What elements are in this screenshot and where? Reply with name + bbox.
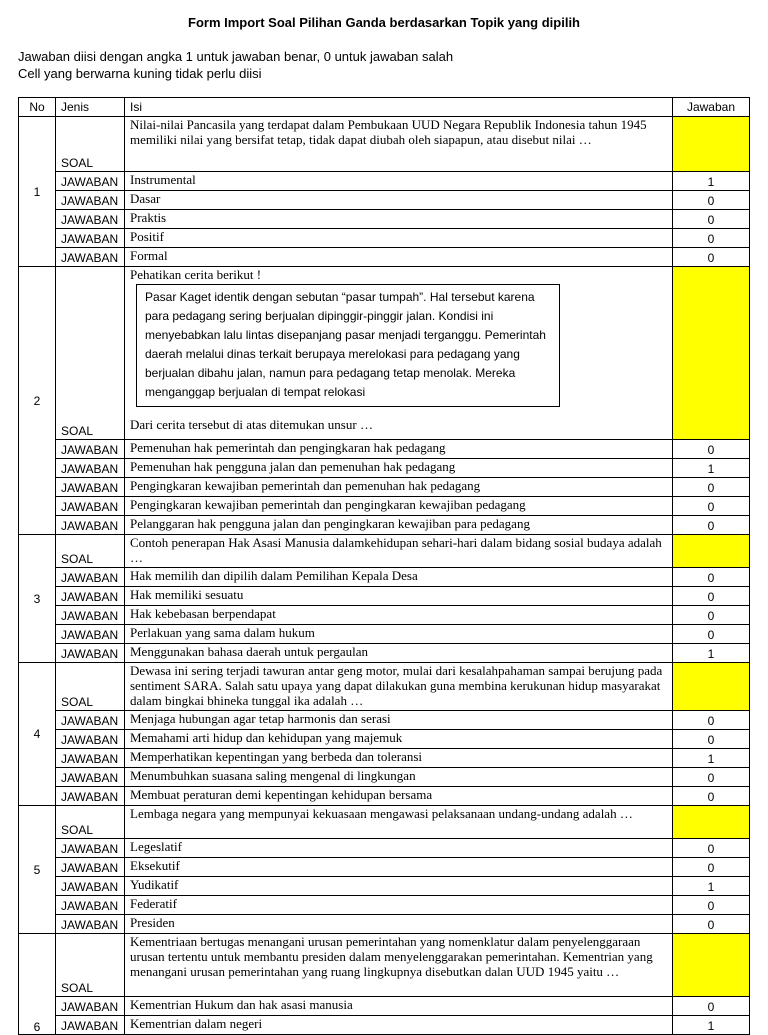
answer-text: Menjaga hubungan agar tetap harmonis dan serasi [125, 711, 673, 730]
answer-value-cell[interactable]: 0 [673, 839, 750, 858]
question-text: Contoh penerapan Hak Asasi Manusia dalamkehidupan sehari-hari dalam bidang sosial budaya adalah … [125, 535, 673, 568]
page-title: Form Import Soal Pilihan Ganda berdasarkan Topik yang dipilih [188, 15, 580, 30]
answer-row [19, 568, 750, 587]
answer-value-cell[interactable]: 0 [673, 478, 750, 497]
answer-cell-disabled [673, 806, 750, 839]
answer-text: Hak kebebasan berpendapat [125, 606, 673, 625]
type-label-jawaban: JAWABAN [56, 191, 125, 210]
story-box: Pasar Kaget identik dengan sebutan “pasar tumpah”. Hal tersebut karena para pedagang sering berjualan dipinggir-pinggir jalan. Kondisi ini menyebabkan lalu lintas disepanjang pasar menjadi terganggu. Pemerintah daerah melalui dinas terkait berupaya merelokasi para pedagang yang berjualan dibahu jalan, namun para pedagang tetap menolak. Mereka menganggap berjualan di tempat relokasi [136, 284, 560, 407]
answer-value-cell[interactable]: 1 [673, 459, 750, 478]
type-label-jawaban: JAWABAN [56, 877, 125, 896]
question-table [18, 97, 750, 1035]
answer-cell-disabled [673, 267, 750, 440]
type-label-soal: SOAL [56, 267, 125, 440]
answer-text: Kementrian dalam negeri [125, 1016, 673, 1035]
instruction-note: Cell yang berwarna kuning tidak perlu diisi [18, 66, 262, 81]
answer-value-cell[interactable]: 1 [673, 1016, 750, 1035]
question-number: 4 [19, 663, 56, 806]
question-row [19, 806, 750, 839]
answer-row [19, 440, 750, 459]
type-label-soal: SOAL [56, 663, 125, 711]
type-label-jawaban: JAWABAN [56, 749, 125, 768]
answer-text: Pemenuhan hak pemerintah dan pengingkaran hak pedagang [125, 440, 673, 459]
answer-row [19, 478, 750, 497]
type-label-jawaban: JAWABAN [56, 644, 125, 663]
question-row [19, 267, 750, 440]
answer-row [19, 459, 750, 478]
header-jawaban: Jawaban [673, 98, 750, 117]
answer-row [19, 210, 750, 229]
type-label-jawaban: JAWABAN [56, 787, 125, 806]
answer-text: Pengingkaran kewajiban pemerintah dan pengingkaran kewajiban pedagang [125, 497, 673, 516]
type-label-jawaban: JAWABAN [56, 497, 125, 516]
answer-row [19, 625, 750, 644]
answer-row [19, 587, 750, 606]
type-label-jawaban: JAWABAN [56, 711, 125, 730]
type-label-jawaban: JAWABAN [56, 997, 125, 1016]
answer-value-cell[interactable]: 0 [673, 229, 750, 248]
type-label-jawaban: JAWABAN [56, 248, 125, 267]
answer-text: Pengingkaran kewajiban pemerintah dan pemenuhan hak pedagang [125, 478, 673, 497]
answer-text: Menggunakan bahasa daerah untuk pergaulan [125, 644, 673, 663]
question-row [19, 934, 750, 997]
answer-text: Yudikatif [125, 877, 673, 896]
type-label-jawaban: JAWABAN [56, 625, 125, 644]
answer-value-cell[interactable]: 0 [673, 997, 750, 1016]
question-row [19, 663, 750, 711]
answer-value-cell[interactable]: 0 [673, 896, 750, 915]
answer-row [19, 516, 750, 535]
answer-value-cell[interactable]: 0 [673, 711, 750, 730]
type-label-soal: SOAL [56, 806, 125, 839]
answer-value-cell[interactable]: 0 [673, 606, 750, 625]
type-label-jawaban: JAWABAN [56, 516, 125, 535]
answer-row [19, 877, 750, 896]
answer-value-cell[interactable]: 0 [673, 516, 750, 535]
answer-row [19, 644, 750, 663]
answer-text: Pemenuhan hak pengguna jalan dan pemenuhan hak pedagang [125, 459, 673, 478]
answer-row [19, 711, 750, 730]
question-prompt: Dari cerita tersebut di atas ditemukan unsur … [130, 417, 373, 432]
answer-cell-disabled [673, 663, 750, 711]
type-label-jawaban: JAWABAN [56, 858, 125, 877]
question-text: Nilai-nilai Pancasila yang terdapat dalam Pembukaan UUD Negara Republik Indonesia tahun 1945 memiliki nilai yang bersifat tetap, tidak dapat diubah oleh siapapun, atau disebut nilai … [125, 117, 673, 172]
type-label-jawaban: JAWABAN [56, 568, 125, 587]
answer-text: Presiden [125, 915, 673, 934]
type-label-jawaban: JAWABAN [56, 587, 125, 606]
answer-text: Eksekutif [125, 858, 673, 877]
type-label-jawaban: JAWABAN [56, 730, 125, 749]
answer-row [19, 229, 750, 248]
answer-text: Pelanggaran hak pengguna jalan dan pengingkaran kewajiban para pedagang [125, 516, 673, 535]
answer-row [19, 787, 750, 806]
type-label-jawaban: JAWABAN [56, 229, 125, 248]
instruction-note: Jawaban diisi dengan angka 1 untuk jawaban benar, 0 untuk jawaban salah [18, 49, 454, 64]
answer-text: Federatif [125, 896, 673, 915]
answer-row [19, 896, 750, 915]
type-label-jawaban: JAWABAN [56, 459, 125, 478]
answer-row [19, 497, 750, 516]
question-number: 1 [19, 117, 56, 267]
question-row [19, 535, 750, 568]
answer-value-cell[interactable]: 0 [673, 248, 750, 267]
answer-row [19, 997, 750, 1016]
answer-text: Kementrian Hukum dan hak asasi manusia [125, 997, 673, 1016]
answer-value-cell[interactable]: 0 [673, 915, 750, 934]
type-label-jawaban: JAWABAN [56, 172, 125, 191]
answer-text: Hak memilih dan dipilih dalam Pemilihan Kepala Desa [125, 568, 673, 587]
answer-value-cell[interactable]: 0 [673, 210, 750, 229]
answer-value-cell[interactable]: 0 [673, 730, 750, 749]
answer-text: Perlakuan yang sama dalam hukum [125, 625, 673, 644]
answer-row [19, 248, 750, 267]
question-row [19, 117, 750, 172]
question-text [125, 267, 673, 440]
answer-text: Positif [125, 229, 673, 248]
answer-value-cell[interactable]: 1 [673, 644, 750, 663]
answer-cell-disabled [673, 117, 750, 172]
answer-cell-disabled [673, 934, 750, 997]
type-label-jawaban: JAWABAN [56, 896, 125, 915]
answer-value-cell[interactable]: 0 [673, 587, 750, 606]
question-number: 3 [19, 535, 56, 663]
type-label-jawaban: JAWABAN [56, 915, 125, 934]
header-jenis: Jenis [56, 98, 125, 117]
story-intro: Pehatikan cerita berikut ! [130, 267, 262, 282]
answer-row [19, 606, 750, 625]
answer-text: Memahami arti hidup dan kehidupan yang majemuk [125, 730, 673, 749]
answer-value-cell[interactable]: 0 [673, 568, 750, 587]
answer-value-cell[interactable]: 1 [673, 172, 750, 191]
answer-row [19, 858, 750, 877]
answer-row [19, 749, 750, 768]
type-label-jawaban: JAWABAN [56, 210, 125, 229]
question-text: Lembaga negara yang mempunyai kekuasaan mengawasi pelaksanaan undang-undang adalah … [125, 806, 673, 839]
answer-text: Memperhatikan kepentingan yang berbeda dan toleransi [125, 749, 673, 768]
answer-row [19, 915, 750, 934]
answer-value-cell[interactable]: 0 [673, 497, 750, 516]
answer-cell-disabled [673, 535, 750, 568]
answer-text: Legeslatif [125, 839, 673, 858]
type-label-jawaban: JAWABAN [56, 478, 125, 497]
answer-text: Hak memiliki sesuatu [125, 587, 673, 606]
answer-text: Instrumental [125, 172, 673, 191]
answer-row [19, 730, 750, 749]
answer-value-cell[interactable]: 0 [673, 858, 750, 877]
question-text: Kementriaan bertugas menangani urusan pemerintahan yang nomenklatur dalam penyelenggaraan urusan tertentu untuk membantu presiden dalam menyelenggarakan pemerintahan. Kementrian yang menangani urusan pemerintahan yang ruang lingkupnya disebutkan dalan UUD 1945 yaitu … [125, 934, 673, 997]
answer-value-cell[interactable]: 0 [673, 191, 750, 210]
answer-text: Membuat peraturan demi kepentingan kehidupan bersama [125, 787, 673, 806]
type-label-jawaban: JAWABAN [56, 606, 125, 625]
type-label-soal: SOAL [56, 535, 125, 568]
answer-text: Menumbuhkan suasana saling mengenal di lingkungan [125, 768, 673, 787]
answer-row [19, 839, 750, 858]
answer-value-cell[interactable]: 0 [673, 625, 750, 644]
question-number: 5 [19, 806, 56, 934]
type-label-jawaban: JAWABAN [56, 768, 125, 787]
type-label-jawaban: JAWABAN [56, 839, 125, 858]
answer-value-cell[interactable]: 0 [673, 787, 750, 806]
answer-text: Praktis [125, 210, 673, 229]
question-text: Dewasa ini sering terjadi tawuran antar geng motor, mulai dari kesalahpahaman sampai berujung pada sentiment SARA. Salah satu upaya yang dapat dilakukan guna membina kerukunan hidup masyarakat dalam bingkai bhineka tunggal ika adalah … [125, 663, 673, 711]
question-number: 6 [19, 934, 56, 1035]
type-label-jawaban: JAWABAN [56, 440, 125, 459]
answer-value-cell[interactable]: 0 [673, 768, 750, 787]
question-number: 2 [19, 267, 56, 535]
answer-value-cell[interactable]: 0 [673, 440, 750, 459]
answer-value-cell[interactable]: 1 [673, 749, 750, 768]
table-header-row [19, 98, 750, 117]
header-no: No [19, 98, 56, 117]
type-label-soal: SOAL [56, 117, 125, 172]
answer-row [19, 1016, 750, 1035]
header-isi: Isi [125, 98, 673, 117]
answer-row [19, 191, 750, 210]
answer-text: Formal [125, 248, 673, 267]
answer-text: Dasar [125, 191, 673, 210]
answer-row [19, 768, 750, 787]
answer-value-cell[interactable]: 1 [673, 877, 750, 896]
type-label-soal: SOAL [56, 934, 125, 997]
answer-row [19, 172, 750, 191]
type-label-jawaban: JAWABAN [56, 1016, 125, 1035]
